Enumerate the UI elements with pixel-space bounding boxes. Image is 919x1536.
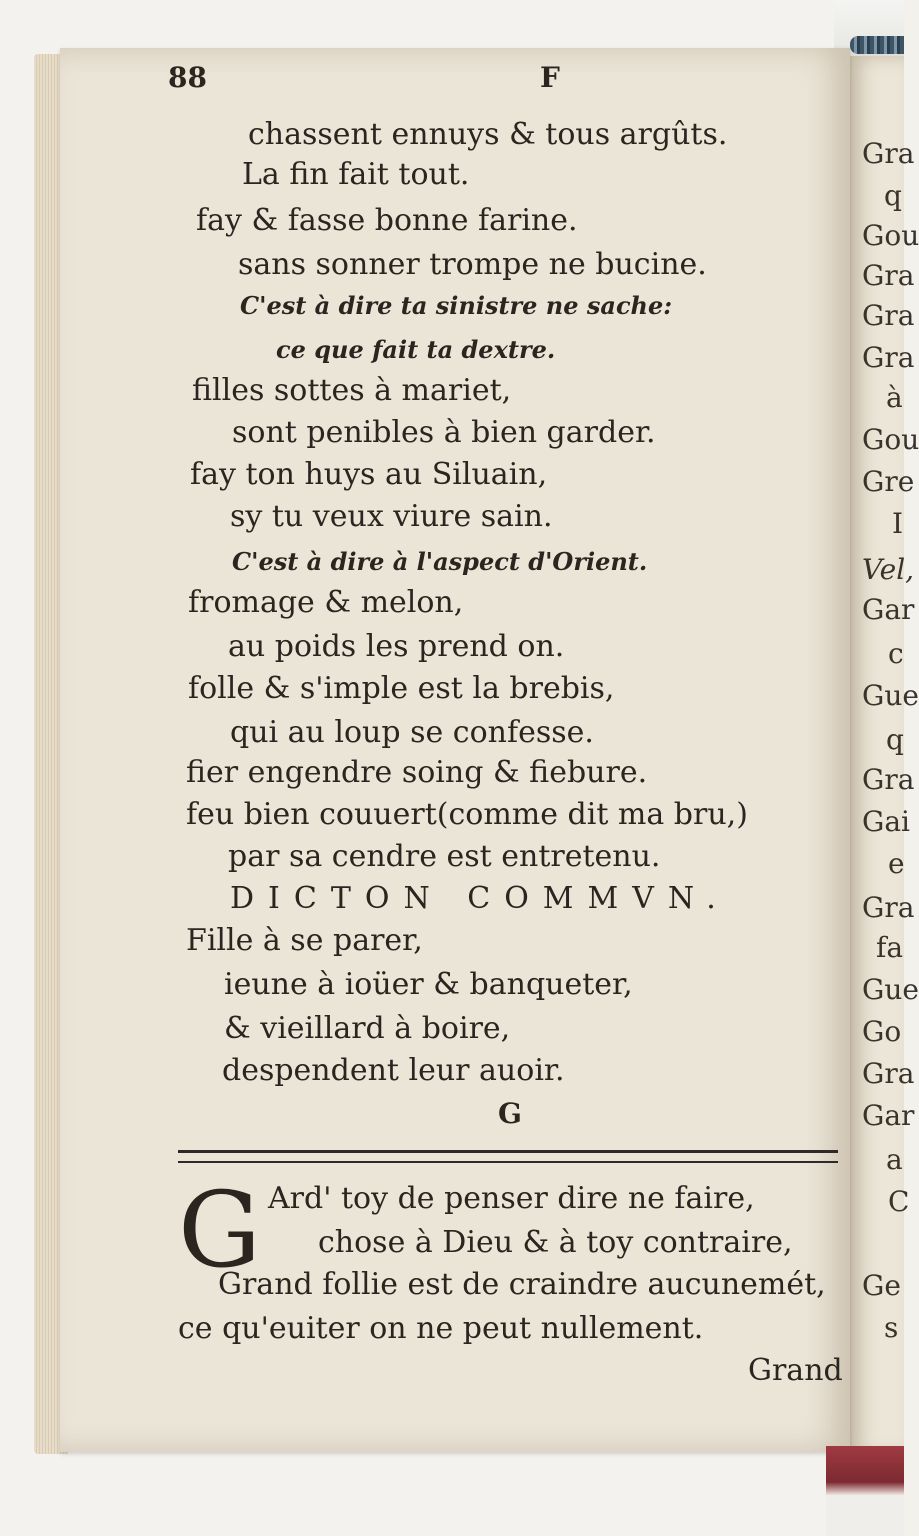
text-line: Grand follie est de craindre aucunemét,: [218, 1267, 826, 1302]
text-line-italic: C'est à dire à l'aspect d'Orient.: [232, 547, 648, 576]
text-line: & vieillard à boire,: [224, 1011, 511, 1046]
facing-fragment: Gra: [862, 137, 915, 170]
facing-fragment: I: [892, 507, 904, 540]
text-line: folle & s'imple est la brebis,: [188, 671, 615, 706]
text-line: par sa cendre est entretenu.: [228, 839, 661, 874]
text-line: Fille à se parer,: [186, 923, 423, 958]
facing-fragment: Gue: [862, 973, 919, 1006]
page-number: 88: [168, 61, 207, 94]
text-line: fay & fasse bonne farine.: [196, 203, 578, 238]
facing-fragment: q: [884, 179, 902, 212]
text-line: Ard' toy de penser dire ne faire,: [268, 1181, 755, 1216]
text-line: despendent leur auoir.: [222, 1053, 565, 1088]
catchword: Grand: [748, 1353, 843, 1388]
text-line: ieune à ioüer & banqueter,: [224, 967, 633, 1002]
drop-cap: G: [178, 1169, 262, 1291]
bookmark-ribbon: [850, 36, 904, 54]
facing-fragment: Gra: [862, 1057, 915, 1090]
text-line: ce qu'euiter on ne peut nullement.: [178, 1311, 704, 1346]
text-line: sans sonner trompe ne bucine.: [238, 247, 707, 282]
text-line: chose à Dieu & à toy contraire,: [318, 1225, 793, 1260]
facing-fragment: Gra: [862, 763, 915, 796]
text-line: La fin fait tout.: [242, 157, 470, 192]
section-heading: DICTON COMMVN.: [230, 881, 730, 916]
text-line: fier engendre soing & fiebure.: [186, 755, 648, 790]
text-line: filles sottes à mariet,: [192, 373, 512, 408]
text-line: fromage & melon,: [188, 585, 464, 620]
facing-fragment: C: [888, 1185, 910, 1218]
binding-bottom: [826, 1446, 904, 1536]
facing-fragment: q: [886, 723, 904, 756]
facing-fragment: Gre: [862, 465, 915, 498]
text-line: fay ton huys au Siluain,: [190, 457, 548, 492]
facing-fragment: Gar: [862, 593, 915, 626]
text-line-italic: ce que fait ta dextre.: [276, 335, 556, 364]
facing-fragment: Gou: [862, 219, 919, 252]
text-line: au poids les prend on.: [228, 629, 565, 664]
text-line-italic: C'est à dire ta sinistre ne sache:: [240, 291, 673, 320]
facing-fragment: s: [884, 1311, 899, 1344]
facing-fragment: Gra: [862, 891, 915, 924]
facing-fragment: e: [888, 847, 905, 880]
section-letter: G: [498, 1097, 522, 1130]
facing-fragment: Gar: [862, 1099, 915, 1132]
facing-fragment: Gra: [862, 299, 915, 332]
facing-fragment: Gra: [862, 259, 915, 292]
text-line: feu bien couuert(comme dit ma bru,): [186, 797, 748, 832]
facing-fragment: Vel,: [862, 553, 915, 586]
facing-fragment: a: [886, 1143, 903, 1176]
facing-fragment: Gai: [862, 805, 911, 838]
section-rule: [178, 1150, 838, 1163]
text-line: qui au loup se confesse.: [230, 715, 594, 750]
facing-fragment: fa: [876, 931, 904, 964]
facing-fragment: Gue: [862, 679, 919, 712]
facing-fragment: Gra: [862, 341, 915, 374]
text-line: sy tu veux viure sain.: [230, 499, 553, 534]
facing-fragment: à: [886, 381, 903, 414]
text-line: sont penibles à bien garder.: [232, 415, 656, 450]
facing-fragment: c: [888, 637, 904, 670]
signature-mark: F: [540, 61, 560, 94]
facing-fragment: Gou: [862, 423, 919, 456]
text-line: chassent ennuys & tous argûts.: [248, 117, 728, 152]
facing-fragment: Ge: [862, 1269, 901, 1302]
facing-fragment: Go: [862, 1015, 902, 1048]
